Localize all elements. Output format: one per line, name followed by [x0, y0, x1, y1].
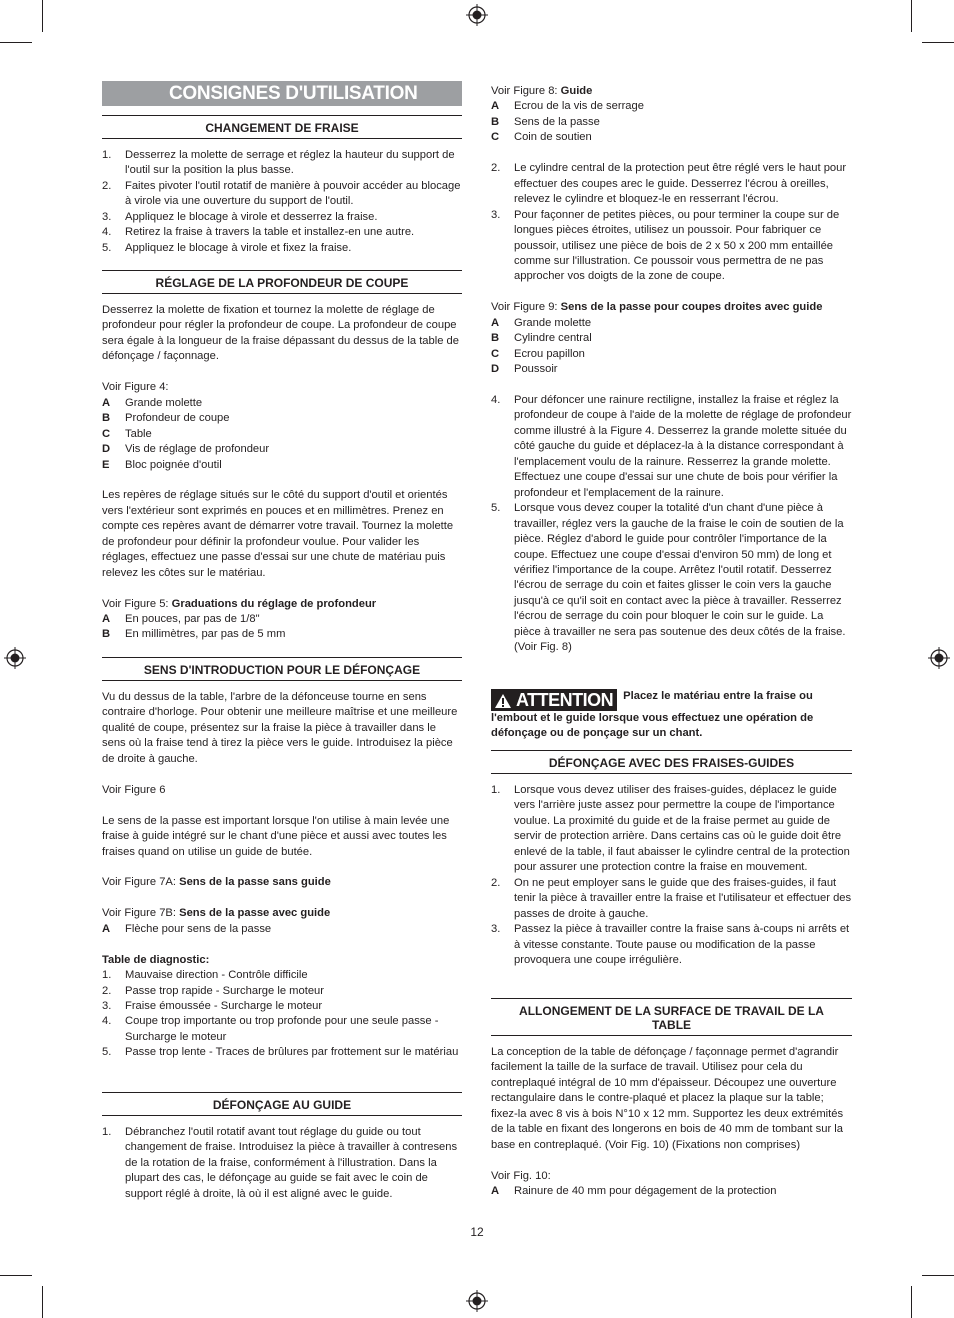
list-item: 2. Le cylindre central de la protection peut être réglé vers le haut pour effectuer des coupes arec le guide. Desserrez l'écrou à oreilles, relevez le cylindre et bloquez-le en resserrant l'écrou. [491, 162, 847, 206]
legend-item: C Ecrou papillon [491, 347, 585, 360]
section-changement-de-fraise [102, 115, 462, 256]
warning-icon [494, 693, 512, 709]
paragraph: Le sens de la passe est important lorsque l'on utilise à main levée une fraise à guide intégré sur le chant d'une pièce et aussi avec toutes les fraises quand on utilise un guide de butée. [102, 814, 450, 858]
crop-mark [911, 1286, 912, 1318]
list-item: 1. Lorsque vous devez utiliser des fraises-guides, déplacez le guide vers l'arrière juste assez pour permettre la coupe de l'importance voulue. La proximité du guide et de la fraise permet au guide de servir de protection arrière. Dans certains cas où le guide doit être enlevé de la table, il faut abaisser le cylindre central de la protection pour assurer une protection contre la fraise en mouvement. [491, 784, 850, 874]
legend-item: B En millimètres, par pas de 5 mm [102, 628, 286, 641]
list-item: 2. Faites pivoter l'outil rotatif de manière à pouvoir accéder au blocage à virole via une ouverture du support de l'outil. [102, 179, 461, 208]
legend-item: B Sens de la passe [491, 115, 600, 128]
legend-item: B Cylindre central [491, 332, 592, 345]
section-reglage-profondeur [102, 270, 462, 643]
figure-reference: Voir Figure 4: [102, 381, 169, 394]
paragraph: La conception de la table de défonçage / façonnage permet d'agrandir facilement la taille de la surface de travail. Utilisez pour cela du contreplaqué intégral de 10 mm d'épaisseur. Découpez une ouverture rectangulaire dans le contre-plaqué et placez la plaque sur la table; fixez-la avec 8 vis à bois N°10 x 12 mm. Supportez les deux extrémités de la table en fixant des longerons en bois de 40 mm de tombant sur la base en contreplaqué. (Voir Fig. 10) (Fixations non comprises) [491, 1046, 844, 1151]
legend-item: D Vis de réglage de profondeur [102, 443, 270, 456]
crop-mark [42, 1286, 43, 1318]
legend-item: A Ecrou de la vis de serrage [491, 100, 644, 113]
list-item: 5. Appliquez le blocage à virole et fixez la fraise. [102, 241, 352, 254]
page-number: 12 [470, 1225, 484, 1239]
list-item: 1. Mauvaise direction - Contrôle difficile [102, 969, 308, 982]
legend-item: E Bloc poignée d'outil [102, 458, 222, 471]
attention-text: Placez le matériau entre la fraise ou l'embout et le guide lorsque vous effectuez une opération de défonçage ou de ponçage sur un chant. [491, 690, 814, 740]
list-item: 4. Pour défoncer une rainure rectiligne, installez la fraise et réglez la profondeur de coupe à l'aide de la molette de réglage de profondeur comme illustré à la Figure 4. Desserrez la grande molette située du côté gauche du guide et déplacez-la à la distance correspondant à l'emplacement voulu de la rainure. Resserrez la grande molette. Effectuez une coupe d'essai sur une chute de bois pour vérifier la profondeur et l'emplacement de la rainure. [491, 394, 852, 499]
list-item: 2. Passe trop rapide - Surcharge le moteur [102, 984, 324, 997]
section-sens-introduction [102, 657, 462, 1061]
list-item: 5. Passe trop lente - Traces de brûlures par frottement sur le matériau [102, 1046, 459, 1059]
section-heading: ALLONGEMENT DE LA SURFACE DE TRAVAIL DE LA TABLE [491, 998, 852, 1036]
list-item: 2. On ne peut employer sans le guide que des fraises-guides, il faut tenir la pièce à travailler entre la fraise et l'utilisateur et effectuer des passes de droite à gauche. [491, 876, 852, 920]
legend-item: A Rainure de 40 mm pour dégagement de la protection [491, 1185, 777, 1198]
figure-reference: Voir Figure 7B: Sens de la passe avec guide [102, 907, 331, 920]
crop-mark [922, 1275, 954, 1276]
legend-item: C Table [102, 427, 152, 440]
registration-mark-icon [928, 647, 950, 669]
list-item: 3. Passez la pièce à travailler contre la fraise sans à-coups ni arrêts et à vitesse constante. Toute pause ou modification de la passe provoquera une coupe irrégulière. [491, 923, 850, 966]
list-item: 3. Appliquez le blocage à virole et desserrez la fraise. [102, 210, 378, 223]
section-guide-continued [491, 84, 852, 656]
diagnostic-title: Table de diagnostic: [102, 953, 210, 966]
section-heading: DÉFONÇAGE AU GUIDE [102, 1092, 462, 1116]
list-item: 5. Lorsque vous devez couper la totalité d'un chant d'une pièce à travailler, réglez vers la gauche de la fraise le coin de soutien de la pièce. Réglez d'abord le guide pour contrôler l'importance de la coupe. Effectuez une coupe d'essai d'environ 50 mm) de long et vérifiez l'importance de la coupe. Arrêtez l'outil rotatif. Desserrez l'écrou de serrage du coin et faites glisser le coin vers la gauche jusqu'à ce qu'il soit en contact avec la pièce à travailler. Resserrez l'écrou de serrage du coin pour bloquer le coin sur le guide. La pièce à travailler ne sera pas soutenue des deux côtés de la fraise. (Voir Fig. 8) [491, 502, 846, 654]
section-heading: CHANGEMENT DE FRAISE [102, 115, 462, 139]
legend-item: B Profondeur de coupe [102, 412, 230, 425]
crop-mark [0, 1275, 32, 1276]
list-item: 3. Pour façonner de petites pièces, ou pour terminer la coupe sur de longues pièces étroites, utilisez un poussoir. Pour fabriquer ce poussoir, utilisez une pièce de bois de 2 x 50 x 200 mm entaillée comme sur l'illustration. Ce poussoir vous permettra de ne pas approcher vos doigts de la zone de coupe. [491, 208, 840, 283]
legend-item: D Poussoir [491, 363, 558, 376]
section-allongement-table [491, 998, 852, 1200]
legend-item: C Coin de soutien [491, 131, 592, 144]
legend-item: A Grande molette [491, 316, 592, 329]
registration-mark-icon [466, 1290, 488, 1312]
figure-reference: Voir Figure 7A: Sens de la passe sans guide [102, 876, 331, 889]
section-fraises-guides [491, 750, 852, 968]
attention-warning [491, 689, 852, 742]
section-heading: SENS D'INTRODUCTION POUR LE DÉFONÇAGE [102, 657, 462, 681]
crop-mark [42, 0, 43, 32]
crop-mark [922, 42, 954, 43]
figure-reference: Voir Fig. 10: [491, 1169, 551, 1182]
registration-mark-icon [466, 4, 488, 26]
figure-reference: Voir Figure 6 [102, 783, 166, 796]
paragraph: Les repères de réglage situés sur le côté du support d'outil et orientés vers l'extérieur sont exprimés en pouces et en millimètres. Prenez en compte ces repères avant de démarrer votre travail. Tournez la molette de profondeur pour définir la profondeur voulue. Pour valider les réglages, effectuez une passe d'essai sur une chute de matériau puis relevez les côtes sur le matériau. [102, 489, 454, 579]
list-item: 1. Desserrez la molette de serrage et réglez la hauteur du support de l'outil sur la position la plus basse. [102, 149, 455, 177]
attention-badge: ATTENTION [491, 689, 617, 711]
figure-reference: Voir Figure 8: Guide [491, 85, 593, 97]
legend-item: A Grande molette [102, 396, 203, 409]
list-item: 4. Retirez la fraise à travers la table et installez-en une autre. [102, 226, 415, 239]
section-heading: RÉGLAGE DE LA PROFONDEUR DE COUPE [102, 270, 462, 294]
list-item: 3. Fraise émoussée - Surcharge le moteur [102, 999, 323, 1012]
paragraph: Desserrez la molette de fixation et tournez la molette de réglage de profondeur pour régler la profondeur de coupe. La profondeur de coupe sera égale à la longueur de la fraise dépassant du dessus de la table de défonçage / façonnage. [102, 304, 460, 363]
paragraph: Vu du dessus de la table, l'arbre de la défonceuse tourne en sens contraire d'horloge. Pour obtenir une meilleure maîtrise et une meilleure qualité de coupe, présentez sur la fraise la pièce à travailler dans le sens où la fraise tend à tirez la pièce vers le guide. Introduisez la pièce de droite à gauche. [102, 691, 458, 765]
section-defoncage-au-guide [102, 1092, 462, 1202]
legend-item: A Flèche pour sens de la passe [102, 922, 272, 935]
legend-item: A En pouces, par pas de 1/8" [102, 613, 260, 626]
page-banner: CONSIGNES D'UTILISATION [102, 81, 462, 106]
list-item: 1. Débranchez l'outil rotatif avant tout réglage du guide ou tout changement de fraise. Introduisez la pièce à travailler à contresens de la rotation de la fraise, conformément à l'illustration. Dans la plupart des cas, le défonçage au guide se fait avec le coin de support réglé à droite, là où il est aligné avec le guide. [102, 1126, 458, 1200]
figure-reference: Voir Figure 9: Sens de la passe pour coupes droites avec guide [491, 301, 823, 314]
figure-reference: Voir Figure 5: Graduations du réglage de profondeur [102, 597, 377, 610]
registration-mark-icon [4, 647, 26, 669]
list-item: 4. Coupe trop importante ou trop profonde pour une seule passe - Surcharge le moteur [102, 1015, 439, 1043]
crop-mark [911, 0, 912, 32]
section-heading: DÉFONÇAGE AVEC DES FRAISES-GUIDES [491, 750, 852, 774]
crop-mark [0, 42, 32, 43]
